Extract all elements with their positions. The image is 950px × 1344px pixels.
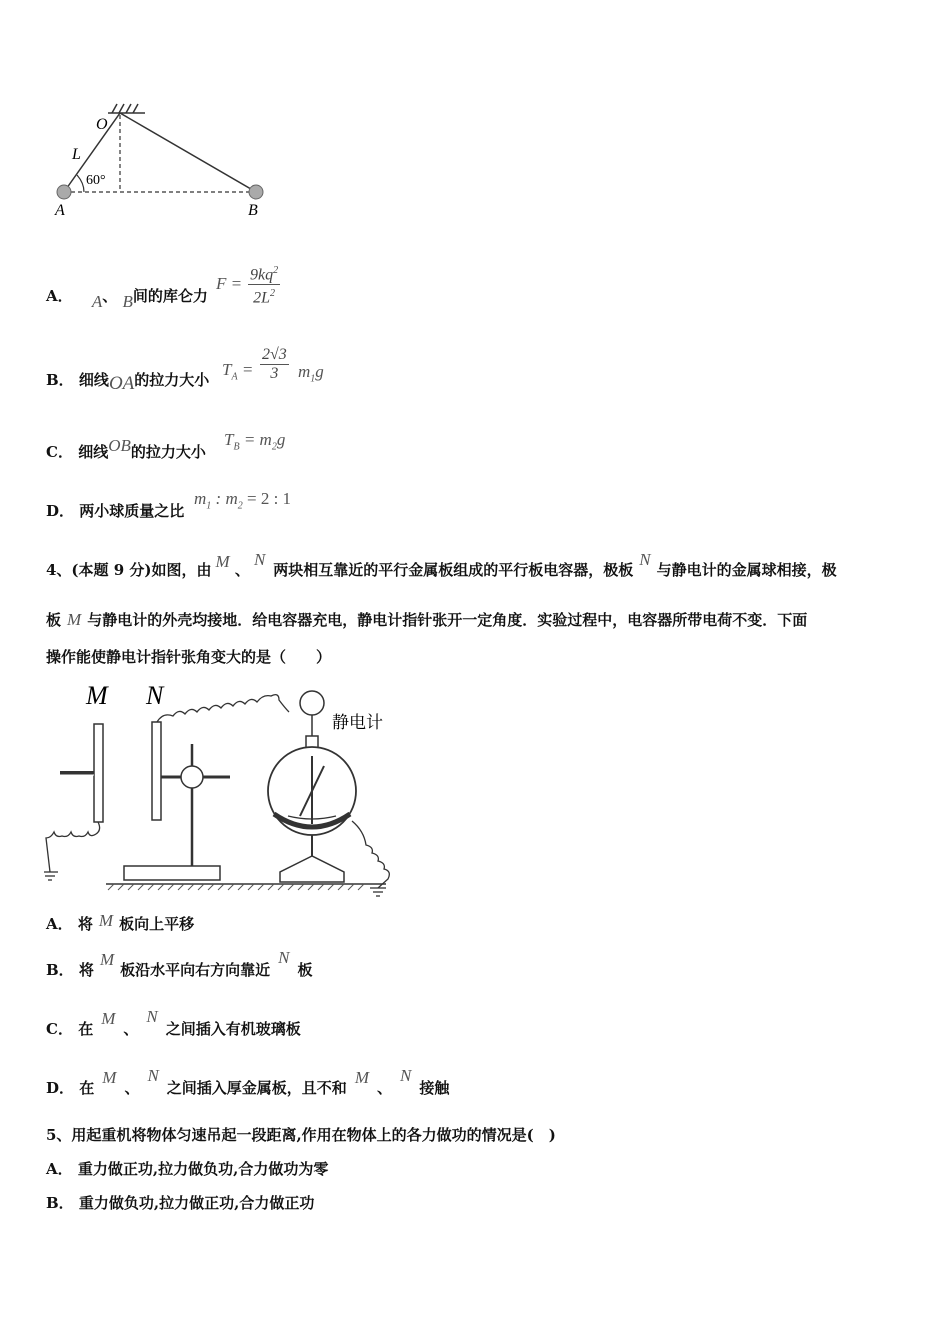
sym-ob: OB [108,436,131,455]
option-c: C． 细线OB的拉力大小 [46,436,206,461]
q4-option-b: B． 将M板沿水平向右方向靠近N板 [46,948,313,979]
plate-n [152,722,161,820]
ceiling-support [108,104,145,113]
q5-option-a: A． 重力做正功,拉力做负功,合力做功为零 [46,1160,329,1178]
force-lhs: F = [216,274,243,293]
q4-option-a: A． 将 M 板向上平移 [46,911,195,933]
capacitor-figure [44,676,394,901]
connecting-wire [157,695,289,722]
angle-arc [77,175,84,192]
tension-b-eq: $T_B = m_2g$ [224,430,286,453]
plate-m [94,724,103,822]
string-ob [120,113,256,192]
tension-a-lhs: $T_A$ = [222,360,254,383]
label-a: A [55,202,65,219]
label-m-plate: M [86,681,108,710]
tension-a-rhs: $m_1g$ [298,362,324,385]
q4-line2: 板 M 与静电计的外壳均接地．给电容器充电，静电计指针张开一定角度．实验过程中，电容器所带电荷不变．下面 [46,610,808,629]
ground-symbol-right [370,888,386,896]
label-angle: 60° [86,173,106,188]
pendulum-figure [50,95,280,225]
sym-oa: OA [108,373,135,394]
q4-line1: 4、(本题 9 分)如图，由 M 、N两块相互靠近的平行金属板组成的平行板电容器，极板N与静电计的金属球相接，极 [46,550,837,579]
tension-fraction: $\frac{2√3}{3}$ [262,346,287,382]
option-a: A． A、 B间的库仑力 [46,287,208,311]
q5-stem: 5、用起重机将物体匀速吊起一段距离,作用在物体上的各力做功的情况是( ) [46,1126,556,1144]
ball-a [57,185,71,199]
label-n-plate: N [146,681,164,710]
label-o: O [96,116,108,133]
option-b: B． 细线OA的拉力大小 [46,371,210,394]
sym-b: B [122,292,133,311]
electrometer-ball [300,691,324,715]
coulomb-fraction: $\frac{9kq^2}{2L^2}$ [248,262,280,308]
label-b: B [248,202,258,219]
q4-option-d: D． 在M、N之间插入厚金属板，且不和M、N接触 [46,1066,450,1097]
electrometer-base [280,856,344,882]
ground-wire-left [46,822,100,872]
ground-symbol-left [44,872,58,880]
q4-line3: 操作能使静电计指针张角变大的是（ ） [46,648,332,666]
stand-base [124,866,220,880]
sym-a: A [91,292,103,311]
option-d: D． 两小球质量之比 [46,502,185,520]
label-electrometer: 静电计 [332,713,383,733]
ground-wire-right [352,821,389,888]
mass-ratio: $m_1$ : $m_2 = 2$ : 1 [194,489,292,512]
stand-clamp [181,766,203,788]
q4-option-c: C． 在M、N之间插入有机玻璃板 [46,1007,301,1038]
q5-option-b: B． 重力做负功,拉力做正功,合力做正功 [46,1194,315,1212]
ball-b [249,185,263,199]
label-l: L [72,146,81,163]
